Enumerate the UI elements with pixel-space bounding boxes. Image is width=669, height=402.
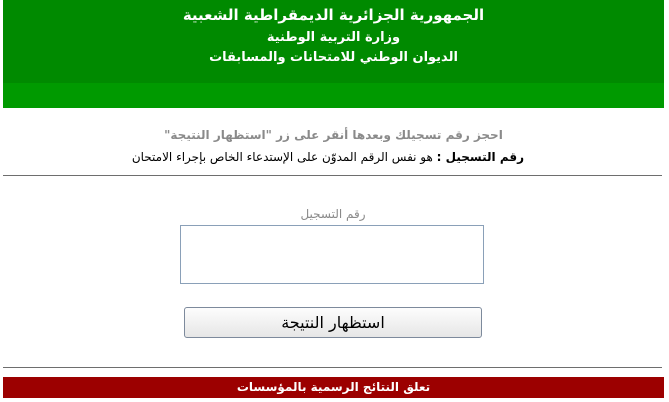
ministry-title: وزارة التربية الوطنية: [266, 30, 401, 45]
show-result-button[interactable]: استظهار النتيجة: [184, 307, 482, 338]
registration-note-text: هو نفس الرقم المدوّن على الإستدعاء الخاص بإجراء الامتحان: [131, 150, 433, 164]
divider-top: [3, 175, 662, 176]
header-banner: [3, 0, 664, 108]
office-title: الديوان الوطني للامتحانات والمسابقات: [209, 50, 458, 65]
header-band: [3, 83, 664, 108]
registration-number-input[interactable]: [180, 225, 484, 284]
republic-title: الجمهورية الجزائرية الديمقراطية الشعبية: [182, 6, 485, 24]
instruction-text: احجز رقم تسجيلك وبعدها أنقر على زر "استظهار النتيجة": [164, 128, 503, 142]
registration-note: [132, 150, 524, 164]
registration-field-label: رقم التسجيل: [300, 207, 366, 221]
divider-bottom: [3, 367, 662, 368]
footer-notice: تعلق النتائج الرسمية بالمؤسسات: [3, 377, 664, 398]
registration-note-label: رقم التسجيل :: [436, 150, 524, 164]
